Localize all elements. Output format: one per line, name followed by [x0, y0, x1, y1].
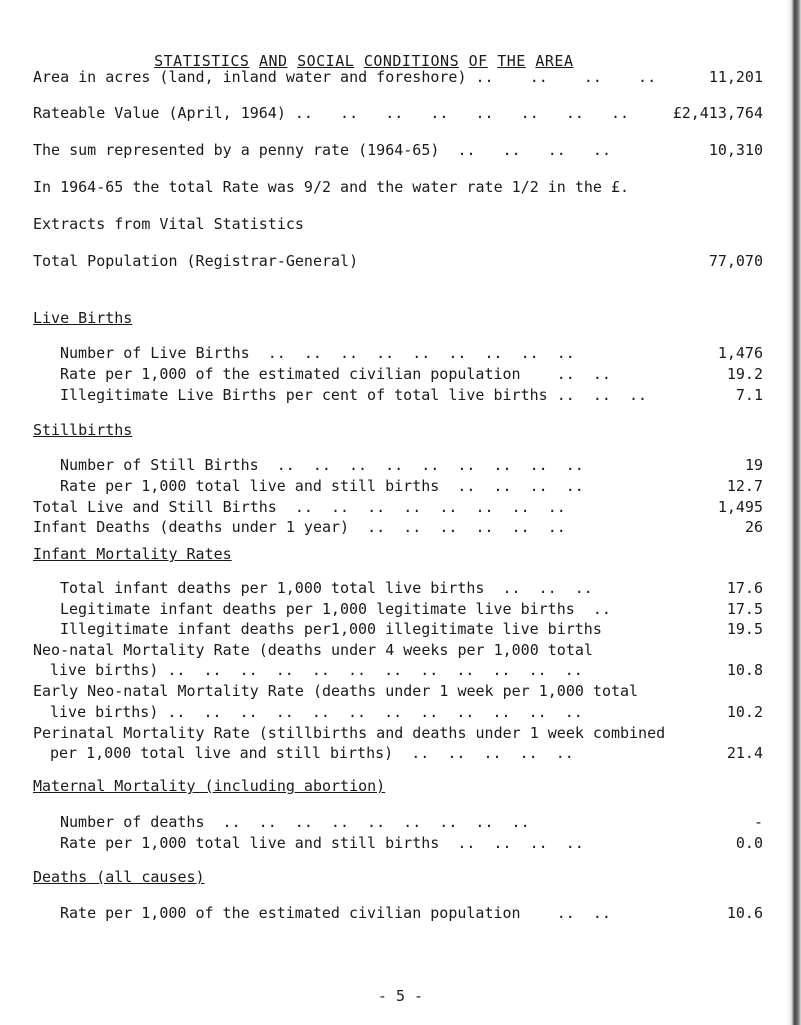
table-row — [50, 703, 763, 723]
row-label: Early Neo-natal Mortality Rate (deaths under 1 week per 1,000 total — [33, 682, 639, 700]
title-word: CONDITIONS — [363, 52, 460, 70]
table-row — [33, 641, 763, 661]
row-label: Infant Deaths (deaths under 1 year) .. .. .. .. .. .. — [33, 518, 566, 536]
row-label: Rate per 1,000 total live and still births .. .. .. .. — [60, 834, 584, 852]
table-row — [60, 904, 763, 924]
table-row — [60, 813, 763, 833]
total-rate-sentence: In 1964-65 the total Rate was 9/2 and the water rate 1/2 in the £. — [33, 178, 630, 196]
table-row — [33, 682, 763, 702]
page-number: - 5 - — [377, 987, 424, 1005]
table-row — [60, 456, 763, 476]
title-word: STATISTICS — [154, 52, 250, 70]
row-label: Total infant deaths per 1,000 total live births .. .. .. — [60, 579, 593, 597]
row-label: Rate per 1,000 of the estimated civilian population .. .. — [60, 365, 611, 383]
table-row — [60, 579, 763, 599]
population-row — [33, 252, 763, 272]
row-value: 1,476 — [717, 344, 763, 362]
row-label: Total Live and Still Births .. .. .. .. .. .. .. .. — [33, 498, 566, 516]
row-label: live births) .. .. .. .. .. .. .. .. .. .. .. .. — [50, 661, 583, 679]
row-value: - — [753, 813, 763, 831]
title-word: THE — [497, 52, 526, 70]
row-value: 19.5 — [726, 620, 763, 638]
table-row — [60, 344, 763, 364]
row-value: 17.6 — [726, 579, 763, 597]
row-label: Number of deaths .. .. .. .. .. .. .. .. .. — [60, 813, 530, 831]
table-row — [60, 386, 763, 406]
area-value: 11,201 — [708, 68, 763, 86]
section-title-maternal-mortality: Maternal Mortality (including abortion) — [33, 777, 386, 795]
penny-rate-value: 10,310 — [708, 141, 763, 159]
table-row — [33, 498, 763, 518]
table-row — [60, 600, 763, 620]
row-value: 0.0 — [735, 834, 763, 852]
rateable-value-value: £2,413,764 — [672, 104, 763, 122]
row-label: Neo-natal Mortality Rate (deaths under 4 weeks per 1,000 total — [33, 641, 593, 659]
row-label: Illegitimate infant deaths per1,000 illegitimate live births — [60, 620, 602, 638]
row-label: Number of Still Births .. .. .. .. .. .. .. .. .. — [60, 456, 584, 474]
extracts-text: Extracts from Vital Statistics — [33, 215, 304, 233]
scanned-page-edge — [787, 0, 801, 1025]
row-label: Perinatal Mortality Rate (stillbirths and deaths under 1 week combined — [33, 724, 666, 742]
table-row — [33, 724, 763, 744]
title-word: SOCIAL — [297, 52, 355, 70]
table-row — [60, 477, 763, 497]
title-word: AREA — [535, 52, 574, 70]
section-title-stillbirths: Stillbirths — [33, 421, 133, 439]
row-label: per 1,000 total live and still births) .. .. .. .. .. — [50, 744, 574, 762]
row-label: Rate per 1,000 of the estimated civilian population .. .. — [60, 904, 611, 922]
table-row — [60, 365, 763, 385]
section-title-infant-mortality: Infant Mortality Rates — [33, 545, 232, 563]
title-word: OF — [468, 52, 488, 70]
area-row — [33, 68, 763, 88]
row-value: 21.4 — [726, 744, 763, 762]
row-value: 12.7 — [726, 477, 763, 495]
area-label: Area in acres (land, inland water and foreshore) .. .. .. .. — [33, 68, 657, 86]
section-title-deaths: Deaths (all causes) — [33, 868, 205, 886]
rateable-value-label: Rateable Value (April, 1964) .. .. .. .. .. .. .. .. — [33, 104, 630, 122]
title-word: AND — [258, 52, 288, 70]
table-row — [60, 620, 763, 640]
table-row — [33, 518, 763, 538]
row-value: 19.2 — [726, 365, 763, 383]
row-label: Legitimate infant deaths per 1,000 legitimate live births .. — [60, 600, 611, 618]
population-label: Total Population (Registrar-General) — [33, 252, 359, 270]
population-value: 77,070 — [708, 252, 763, 270]
row-label: Rate per 1,000 total live and still births .. .. .. .. — [60, 477, 584, 495]
row-value: 10.2 — [726, 703, 763, 721]
row-value: 10.8 — [726, 661, 763, 679]
table-row — [50, 744, 763, 764]
penny-rate-label: The sum represented by a penny rate (1964-65) .. .. .. .. — [33, 141, 611, 159]
extracts-heading — [33, 215, 763, 235]
table-row — [60, 834, 763, 854]
rateable-value-row — [33, 104, 763, 124]
row-value: 26 — [744, 518, 763, 536]
row-value: 7.1 — [735, 386, 763, 404]
row-label: Number of Live Births .. .. .. .. .. .. .. .. .. — [60, 344, 575, 362]
row-value: 1,495 — [717, 498, 763, 516]
total-rate-text — [33, 178, 763, 198]
penny-rate-row — [33, 141, 763, 161]
row-value: 17.5 — [726, 600, 763, 618]
row-value: 19 — [744, 456, 763, 474]
row-label: Illegitimate Live Births per cent of total live births .. .. .. — [60, 386, 647, 404]
table-row — [50, 661, 763, 681]
row-value: 10.6 — [726, 904, 763, 922]
row-label: live births) .. .. .. .. .. .. .. .. .. .. .. .. — [50, 703, 583, 721]
section-title-live-births: Live Births — [33, 309, 133, 327]
